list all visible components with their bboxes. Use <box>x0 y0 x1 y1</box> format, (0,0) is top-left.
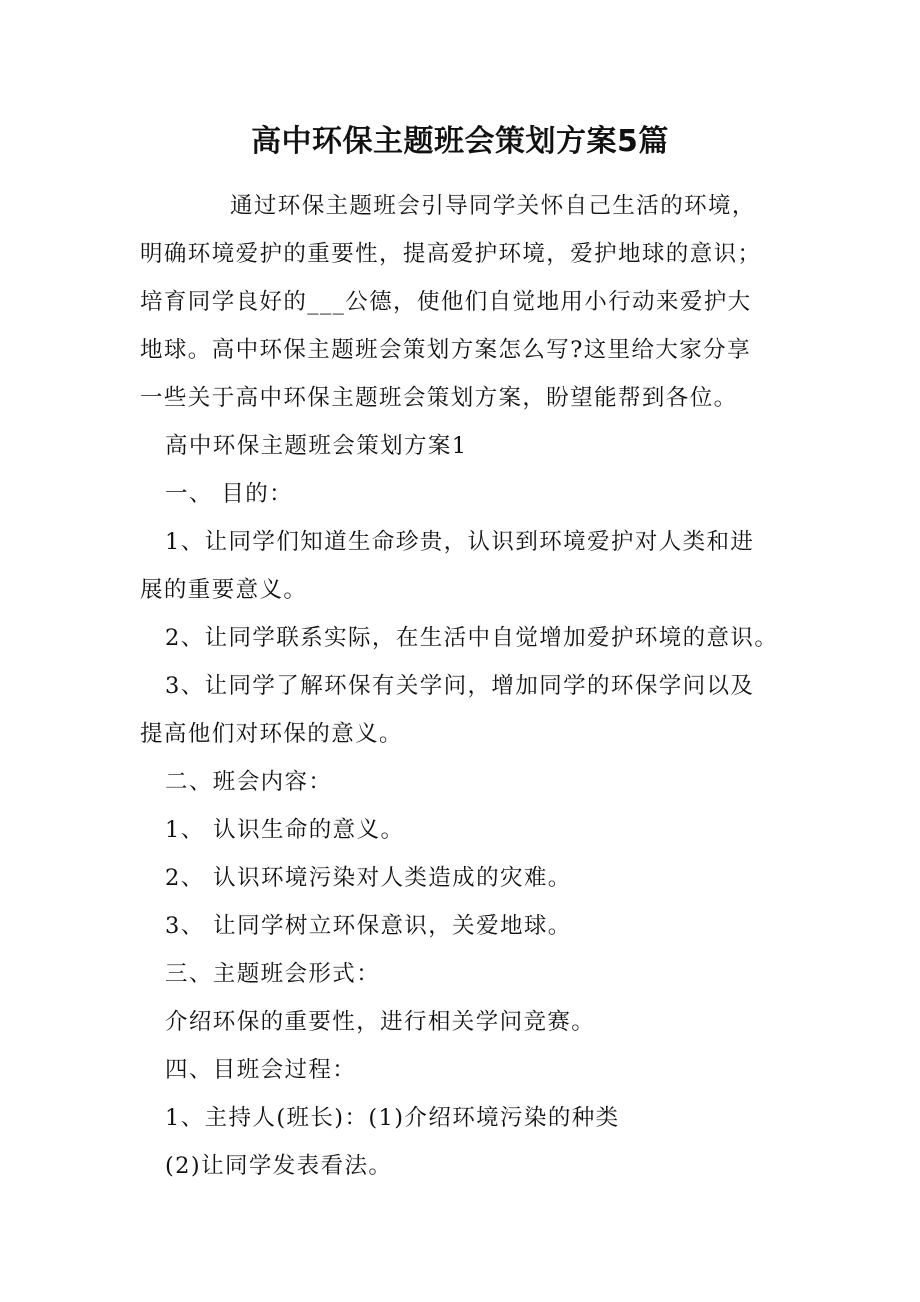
heading-format: 三、主题班会形式： <box>165 961 381 987</box>
heading-content: 二、班会内容： <box>165 769 333 795</box>
heading-process: 四、目班会过程： <box>165 1057 357 1083</box>
intro-line-5: 一些关于高中环保主题班会策划方案，盼望能帮到各位。 <box>140 385 738 411</box>
purpose-item-1-line-2: 展的重要意义。 <box>140 577 308 603</box>
format-text: 介绍环保的重要性，进行相关学问竞赛。 <box>165 1009 596 1035</box>
intro-line-4: 地球。高中环保主题班会策划方案怎么写?这里给大家分享 <box>140 337 751 363</box>
content-item-3: 3、 让同学树立环保意识，关爱地球。 <box>165 913 572 939</box>
purpose-item-2: 2、让同学联系实际，在生活中自觉增加爱护环境的意识。 <box>165 625 779 651</box>
intro-line-2: 明确环境爱护的重要性，提高爱护环境，爱护地球的意识； <box>140 241 762 267</box>
document-body <box>140 182 782 1190</box>
section-heading-plan-1: 高中环保主题班会策划方案1 <box>165 433 468 459</box>
purpose-item-3-line-2: 提高他们对环保的意义。 <box>140 721 403 747</box>
purpose-item-1-line-1: 1、让同学们知道生命珍贵，认识到环境爱护对人类和进 <box>165 529 755 555</box>
document-title: 高中环保主题班会策划方案5篇 <box>251 124 669 159</box>
content-item-2: 2、 认识环境污染对人类造成的灾难。 <box>165 865 572 891</box>
process-item-1: 1、主持人(班长)：(1)介绍环境污染的种类 <box>165 1105 620 1131</box>
intro-line-1: 通过环保主题班会引导同学关怀自己生活的环境， <box>230 193 756 219</box>
heading-purpose: 一、 目的： <box>165 481 294 507</box>
process-item-2: (2)让同学发表看法。 <box>165 1153 393 1179</box>
content-item-1: 1、 认识生命的意义。 <box>165 817 405 843</box>
purpose-item-3-line-1: 3、让同学了解环保有关学问，增加同学的环保学问以及 <box>165 673 755 699</box>
intro-line-3: 培育同学良好的___公德，使他们自觉地用小行动来爱护大 <box>140 289 752 315</box>
